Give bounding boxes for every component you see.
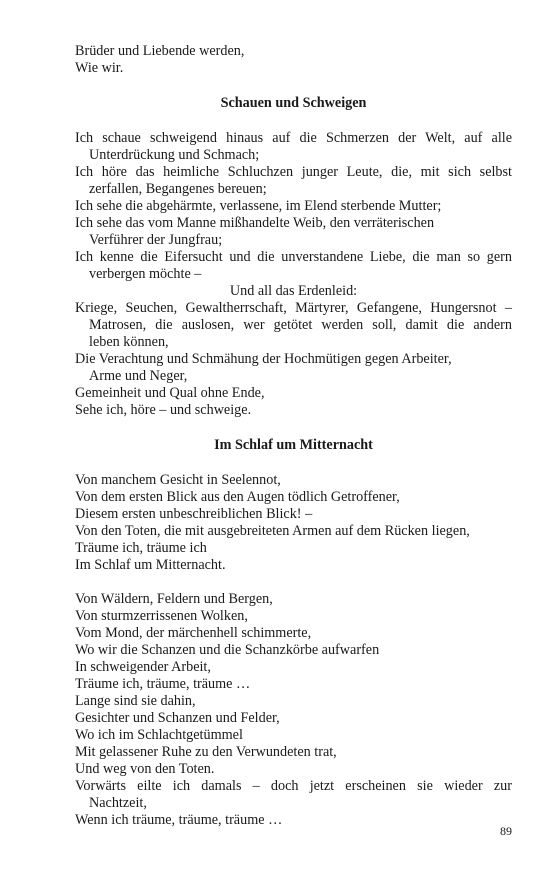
verse-line: Gemeinheit und Qual ohne Ende, [75,385,265,401]
verse-line: zerfallen, Begangenes bereuen; [89,181,267,197]
verse-line: In schweigender Arbeit, [75,659,211,675]
verse-line: Träume ich, träume, träume … [75,676,251,692]
verse-line: Sehe ich, höre – und schweige. [75,402,252,418]
stanza [75,472,512,574]
verse-line: Arme und Neger, [89,368,188,384]
verse-line: Lange sind sie dahin, [75,693,196,709]
verse-line: Vom Mond, der märchenhell schimmerte, [75,625,312,641]
verse-line: Die Verachtung und Schmähung der Hochmütigen gegen Arbeiter, [75,351,452,367]
verse-line: Von dem ersten Blick aus den Augen tödlich Getroffener, [75,489,400,505]
verse-line: Im Schlaf um Mitternacht. [75,557,226,573]
verse-line: Und all das Erdenleid: [229,283,358,299]
verse-line: Von den Toten, die mit ausgebreiteten Armen auf dem Rücken liegen, [75,523,470,539]
verse-line: Ich höre das heimliche Schluchzen junger Leute, die, mit sich selbst [75,164,512,180]
page-number: 89 [500,824,512,838]
verse-line: Ich schaue schweigend hinaus auf die Schmerzen der Welt, auf alle [75,130,512,146]
verse-line: Wenn ich träume, träume, träume … [75,812,283,828]
poem-body [75,130,512,419]
verse-line: Von manchem Gesicht in Seelennot, [75,472,281,488]
stanza [75,591,512,829]
verse-line: Unterdrückung und Schmach; [89,147,260,163]
page-text [75,43,512,829]
verse-line: Matrosen, die auslosen, wer getötet werden soll, damit die andern [89,317,512,333]
verse-line: Mit gelassener Ruhe zu den Verwundeten trat, [75,744,337,760]
verse-line: Verführer der Jungfrau; [89,232,223,248]
text-line: Wie wir. [75,60,124,76]
verse-line: Von sturmzerrissenen Wolken, [75,608,248,624]
text-line: Brüder und Liebende werden, [75,43,245,59]
verse-line: Diesem ersten unbeschreiblichen Blick! – [75,506,313,522]
verse-line: Träume ich, träume ich [75,540,207,556]
verse-line: Nachtzeit, [89,795,147,811]
opening-lines [75,43,512,77]
verse-line: Ich sehe die abgehärmte, verlassene, im Elend sterbende Mutter; [75,198,442,214]
verse-line: Gesichter und Schanzen und Felder, [75,710,280,726]
poem-title: Schauen und Schweigen [220,95,367,111]
verse-line: Wo wir die Schanzen und die Schanzkörbe aufwarfen [75,642,380,658]
stanza-break [75,574,512,591]
verse-line: Kriege, Seuchen, Gewaltherrschaft, Märtyrer, Gefangene, Hungersnot – [75,300,512,316]
verse-line: Ich sehe das vom Manne mißhandelte Weib, den verräterischen [75,215,435,231]
verse-line: Ich kenne die Eifersucht und die unverstandene Liebe, die man so gern [75,249,512,265]
verse-line: Und weg von den Toten. [75,761,215,777]
verse-line: Wo ich im Schlachtgetümmel [75,727,243,743]
verse-line: verbergen möchte – [89,266,202,282]
verse-line: Vorwärts eilte ich damals – doch jetzt erscheinen sie wieder zur [75,778,512,794]
verse-line: leben können, [89,334,169,350]
verse-line: Von Wäldern, Feldern und Bergen, [75,591,273,607]
poem-title: Im Schlaf um Mitternacht [214,437,373,453]
